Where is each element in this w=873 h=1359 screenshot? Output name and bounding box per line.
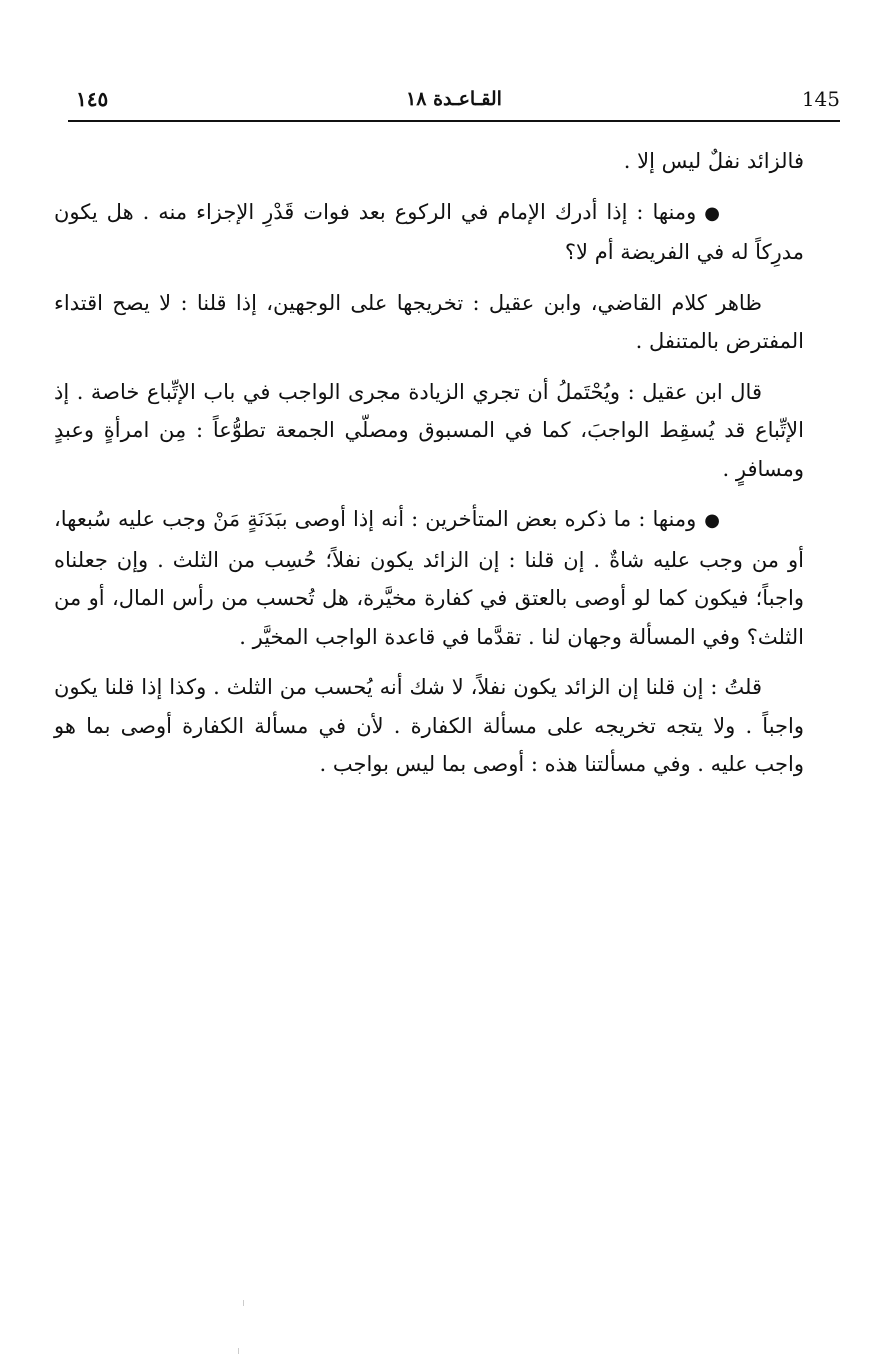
paragraph-6 (54, 668, 804, 784)
page-body (54, 142, 804, 796)
paragraph-text: ومنها : ما ذكره بعض المتأخرين : أنه إذا أوصى ببَدَنَةٍ مَنْ وجب عليه سُبعها، أو من وجب عليه شاةٌ . إن قلنا : إن الزائد يكون نفلاً؛ حُسِب من الثلث . وإن جعلناه واجباً؛ فيكون كما لو أوصى بالعتق في كفارة مخيَّرة، هل تُحسب من رأس المال، أو من الثلث؟ وفي المسألة وجهان لنا . تقدَّما في قاعدة الواجب المخيَّر . (54, 507, 805, 649)
header-rule (68, 120, 840, 122)
page-header (68, 84, 840, 116)
scan-speck (243, 1300, 244, 1306)
paragraph-text: فالزائد نفلٌ ليس إلا . (623, 149, 804, 173)
scan-speck (238, 1348, 239, 1354)
bullet-icon: ● (704, 202, 720, 224)
bullet-icon: ● (704, 510, 720, 531)
running-title: القـاعـدة ١٨ (406, 88, 502, 110)
paragraph-text: قلتُ : إن قلنا إن الزائد يكون نفلاً، لا شك أنه يُحسب من الثلث . وكذا إذا قلنا يكون واجباً . ولا يتجه تخريجه على مسألة الكفارة . لأن في مسألة الكفارة أوصى بما هو واجب عليه . وفي مسألتنا هذه : أوصى بما ليس بواجب . (54, 675, 804, 776)
paragraph-text: ظاهر كلام القاضي، وابن عقيل : تخريجها على الوجهين، إذا قلنا : لا يصح اقتداء المفترض بالمتنفل . (54, 290, 804, 353)
paragraph-3 (54, 284, 804, 361)
page-number-arabic: ١٤٥ (76, 87, 109, 111)
paragraph-5 (54, 500, 804, 656)
paragraph-text: ومنها : إذا أدرك الإمام في الركوع بعد فوات قَدْرِ الإجزاء منه . هل يكون مدرِكاً له في الفريضة أم لا؟ (54, 199, 804, 264)
paragraph-1 (54, 142, 804, 181)
paragraph-4 (54, 373, 804, 489)
page-number-latin: 145 (801, 87, 840, 111)
paragraph-2 (54, 193, 804, 272)
paragraph-text: قال ابن عقيل : ويُحْتَملُ أن تجري الزيادة مجرى الواجب في باب الإتِّباع خاصة . إذ الإتِّباع قد يُسقِط الواجبَ، كما في المسبوق ومصلّي الجمعة تطوُّعاً : مِن امرأةٍ وعبدٍ ومسافرٍ . (54, 379, 804, 481)
